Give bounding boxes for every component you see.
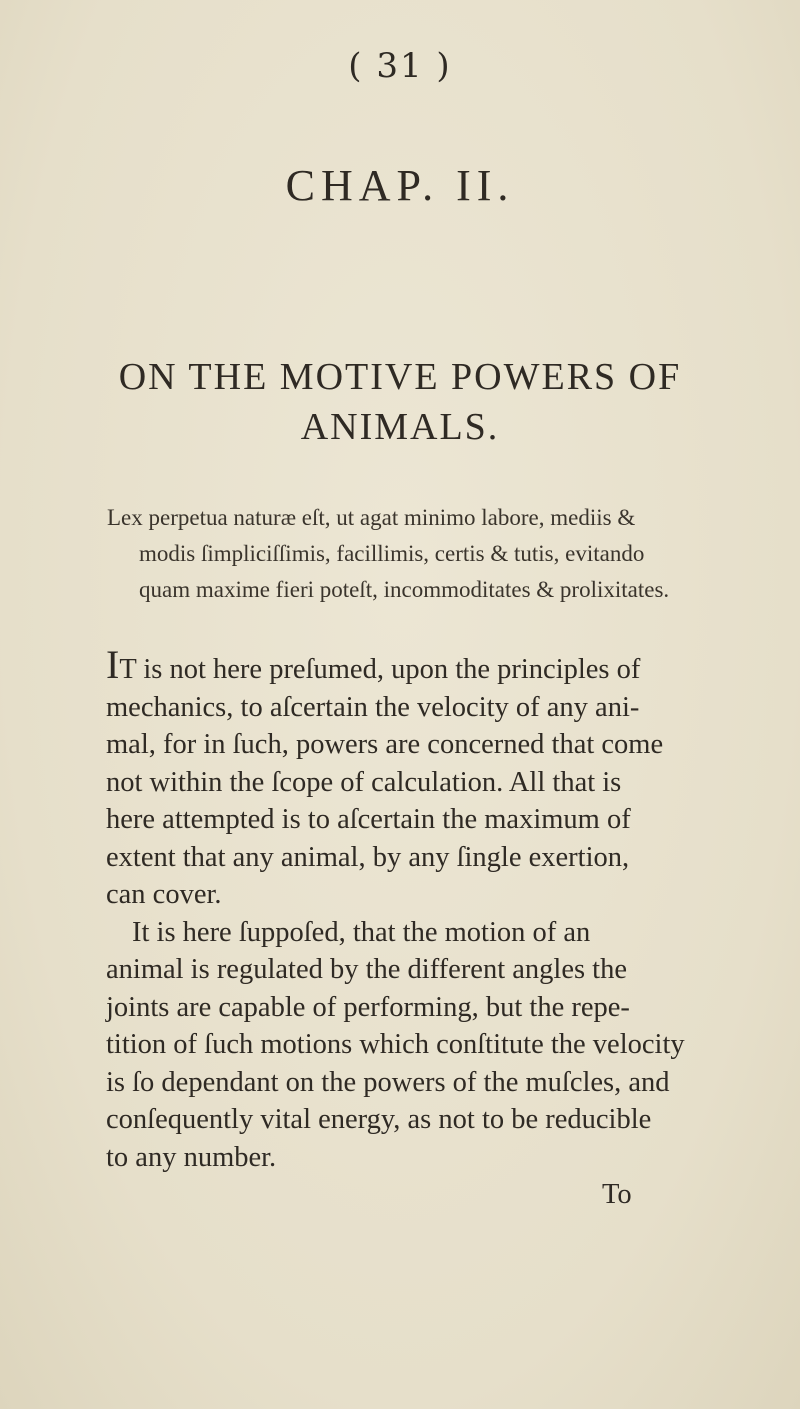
- catchword: To: [602, 1179, 632, 1210]
- body-text: [106, 642, 706, 1214]
- paragraph-line: to any number.: [106, 1141, 277, 1173]
- chapter-heading: CHAP. II.: [285, 161, 515, 210]
- page-number: ( 31 ): [348, 46, 452, 86]
- paragraph-line: It is here ſuppoſed, that the motion of an: [132, 916, 591, 948]
- paragraph-line: mechanics, to aſcertain the velocity of any ani-: [106, 691, 640, 723]
- epigraph-line: modis ſimpliciſſimis, facillimis, certis & tutis, evitando: [139, 541, 645, 566]
- paragraph-line: joints are capable of performing, but the repe-: [106, 991, 630, 1023]
- paragraph-line: animal is regulated by the different angles the: [106, 954, 628, 985]
- paragraph-line: tition of ſuch motions which conſtitute the velocity: [106, 1029, 685, 1060]
- paragraph-line: mal, for in ſuch, powers are concerned that come: [106, 729, 664, 760]
- paragraph-line: not within the ſcope of calculation. All that is: [106, 766, 622, 798]
- chapter-title-line: ANIMALS.: [300, 406, 500, 448]
- chapter-title-line: ON THE MOTIVE POWERS OF: [118, 356, 682, 398]
- paragraph-line: extent that any animal, by any ſingle exertion,: [106, 841, 630, 873]
- paragraph-line: conſequently vital energy, as not to be reducible: [106, 1104, 652, 1135]
- latin-epigraph: [107, 500, 747, 608]
- chapter-title: [0, 352, 800, 452]
- paragraph-line: can cover.: [106, 879, 222, 910]
- paragraph-line: is ſo dependant on the powers of the muſcles, and: [106, 1066, 670, 1098]
- epigraph-line: Lex perpetua naturæ eſt, ut agat minimo labore, mediis &: [107, 505, 636, 530]
- paragraph-line: here attempted is to aſcertain the maximum of: [106, 804, 631, 835]
- paragraph-line: IT is not here preſumed, upon the principles of: [106, 642, 641, 687]
- drop-cap: I: [106, 642, 120, 687]
- epigraph-line: quam maxime fieri poteſt, incommoditates & prolixitates.: [139, 577, 670, 602]
